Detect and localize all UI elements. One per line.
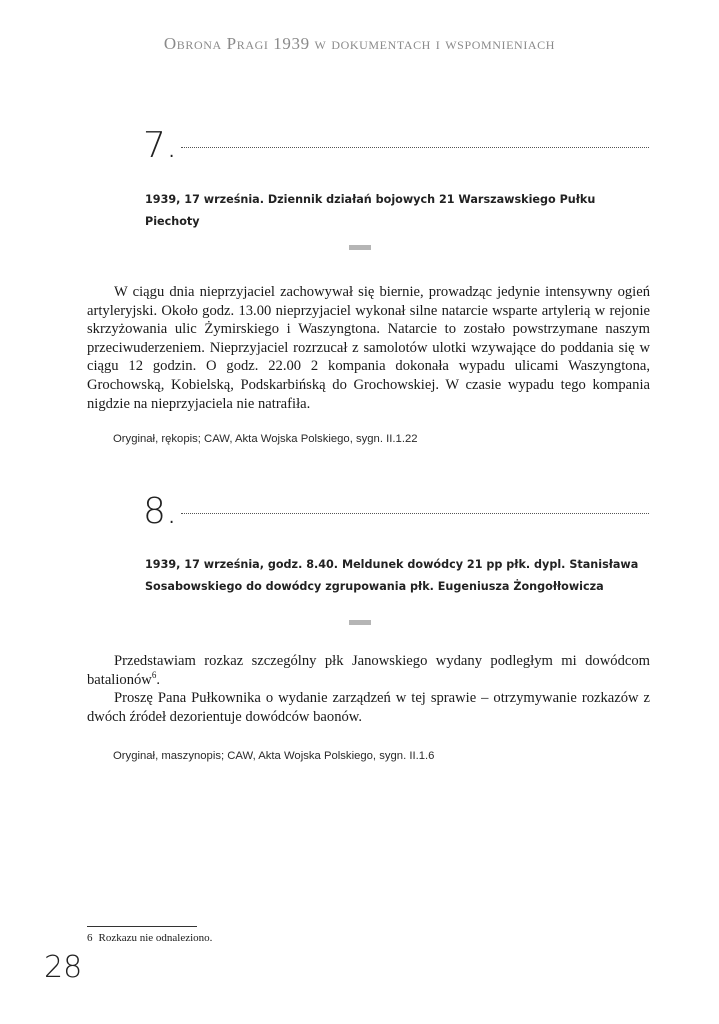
section-divider: [349, 620, 371, 625]
footnote-number: 6: [87, 932, 93, 944]
paragraph-end: .: [156, 671, 161, 688]
footnote: [87, 932, 212, 944]
body-paragraph: W ciągu dnia nieprzyjaciel zachowywał się biernie, prowadząc jedynie intensywny ogień artyleryjski. Około godz. 13.00 nieprzyjaciel wykonał silne natarcie wsparte artylerią w rejonie skrzyżowania ulic Żymirskiego i Waszyngtona. Natarcie to zostało powstrzymane naszym przeciwuderzeniem. Nieprzyjaciel rozrzucał z samolotów ulotki wzywające do poddania się w ciągu 12 godzin. O godz. 22.00 2 kompania dokonała wypadu ulicami Waszyngtona, Grochowską, Kobielską, Podskarbińską do Grochowskiej. W czasie wypadu tego kompania nigdzie na nieprzyjaciela nie natrafiła.: [87, 284, 650, 412]
body-paragraph: Proszę Pana Pułkownika o wydanie zarządzeń w tej sprawie – otrzymywanie rozkazów z dwóch źródeł dezorientuje dowódców baonów.: [87, 690, 650, 725]
footnote-rule: [87, 926, 197, 927]
running-head: Obrona Pragi 1939 w dokumentach i wspomnieniach: [163, 34, 556, 53]
source-note: Oryginał, rękopis; CAW, Akta Wojska Polskiego, sygn. II.1.22: [113, 433, 418, 445]
document-number: 8.: [143, 491, 178, 532]
source-note: Oryginał, maszynopis; CAW, Akta Wojska Polskiego, sygn. II.1.6: [113, 750, 435, 762]
body-paragraph: [87, 652, 650, 689]
body-paragraph-text: Przedstawiam rozkaz szczególny płk Janowskiego wydany podległym mi dowódcom batalionów: [87, 653, 650, 688]
document-number: 7.: [143, 125, 178, 166]
document-title: 1939, 17 września, godz. 8.40. Meldunek dowódcy 21 pp płk. dypl. Stanisława Sosabowskiego do dowódcy zgrupowania płk. Eugeniusza Żongołłowicza: [145, 558, 639, 593]
document-title: 1939, 17 września. Dziennik działań bojowych 21 Warszawskiego Pułku Piechoty: [145, 193, 596, 228]
document-heading: [143, 124, 649, 164]
section-divider: [349, 245, 371, 250]
footnote-reference[interactable]: 6: [151, 669, 157, 680]
dotted-leader: [181, 146, 649, 148]
footnote-text: Rozkazu nie odnaleziono.: [98, 932, 213, 944]
document-body: [87, 652, 650, 726]
document-heading: [143, 490, 649, 530]
document-body: [87, 283, 650, 413]
page-number: 28: [44, 950, 83, 985]
dotted-leader: [181, 512, 649, 514]
